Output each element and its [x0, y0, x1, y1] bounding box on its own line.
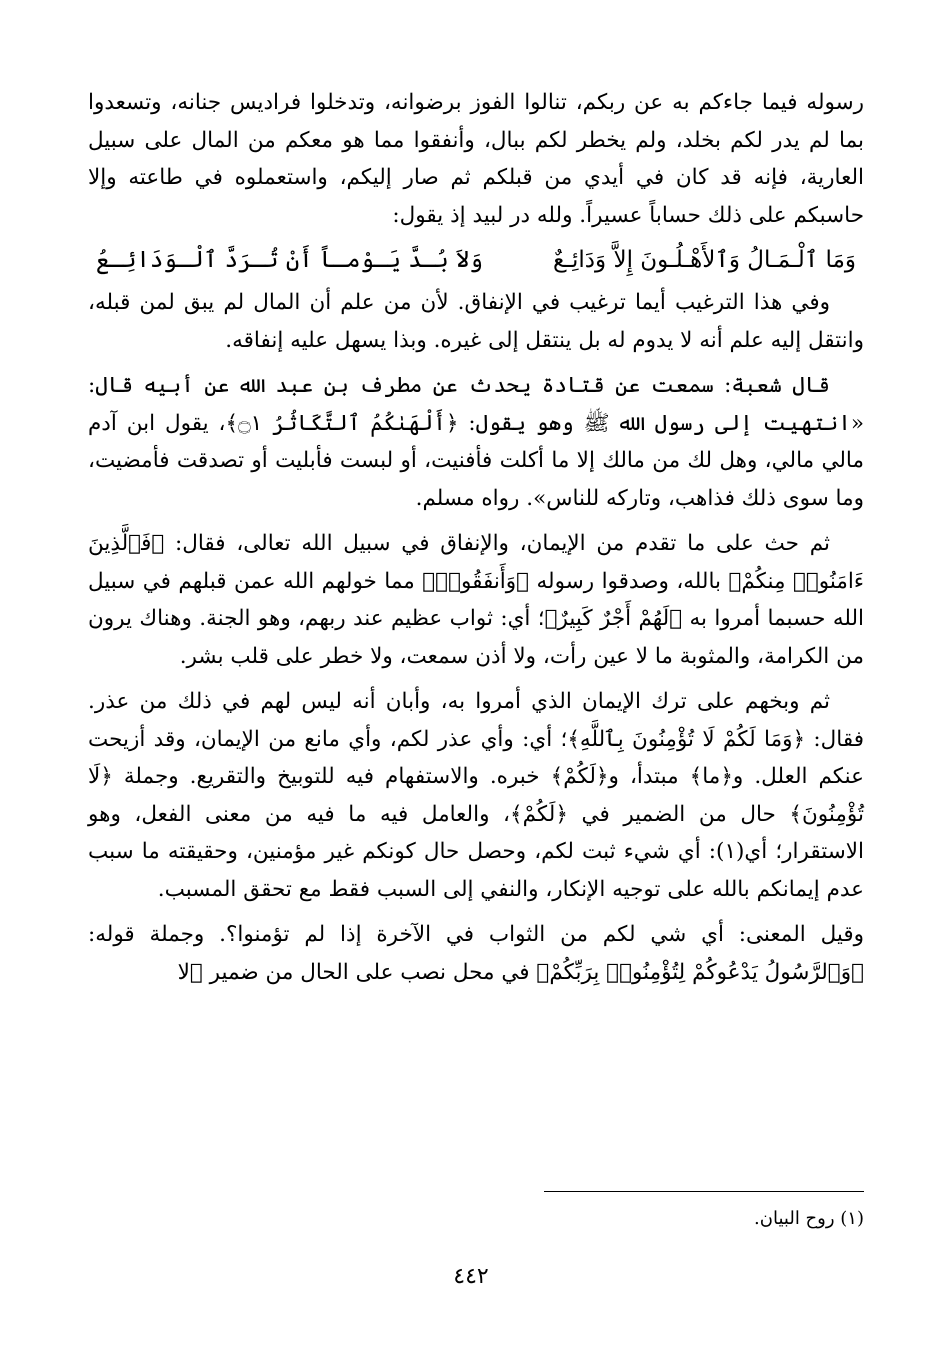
- verse-second-hemistich: وَلاَ بُـدَّ يَـوْمـاً أَنْ تُـرَدَّ ٱلْـوَدَائِـعُ: [96, 247, 483, 273]
- page-number: ٤٤٢: [453, 1264, 489, 1289]
- paragraph-3: قال شعبة: سمعت عن قتادة يحدث عن مطرف بن عبد الله عن أبيه قال: «انتهيت إلى رسول الله ﷺ وهو يقول: ﴿أَلْهَىٰكُمُ ٱلتَّكَاثُرُ ۝١﴾، يقول ابن آدم مالي مالي، وهل لك من مالك إلا ما أكلت فأفنيت، أو لبست فأبليت أو تصدقت فأمضيت، وما سوى ذلك فذاهب، وتاركه للناس». رواه مسلم.: [88, 373, 864, 511]
- footnote-divider: [544, 1191, 864, 1192]
- paragraph-5: ثم وبخهم على ترك الإيمان الذي أمروا به، وأبان أنه ليس لهم في ذلك من عذر. فقال: ﴿وَمَا لَكُمْ لَا تُؤْمِنُونَ بِٱللَّهِ﴾؛ أي: وأي عذر لكم، وأي مانع من الإيمان، وقد أزيحت عنكم العلل. و﴿ما﴾ مبتدأ، و﴿لَكُمْ﴾ خبره. والاستفهام فيه للتوبيخ والتقريع. وجملة ﴿لَا تُؤْمِنُونَ﴾ حال من الضمير في ﴿لَكُمْ﴾، والعامل فيه ما فيه من معنى الفعل، وهو الاستقرار؛ أي(١): أي شيء ثبت لكم، وحصل حال كونكم غير مؤمنين، وحقيقته ما سبب عدم إيمانكم بالله على توجيه الإنكار، والنفي إلى السبب فقط مع تحقق المسبب.: [88, 689, 864, 902]
- poetry-verse: [88, 236, 864, 284]
- footnote: (١) روح البيان.: [754, 1208, 864, 1229]
- paragraph-6: وقيل المعنى: أي شي لكم من الثواب في الآخرة إذا لم تؤمنوا؟. وجملة قوله: ﴿وَٱلرَّسُولُ يَدْعُوكُمْ لِتُؤْمِنُوا۟ بِرَبِّكُمْ﴾ في محل نصب على الحال من ضمير ﴿لا: [88, 922, 864, 985]
- verse-first-hemistich: وَمَا ٱلْـمَـالُ وَٱلأَهْـلُـونَ إِلاَّ وَدَائِـعٌ: [553, 247, 856, 273]
- page-body: [88, 84, 864, 991]
- paragraph-1: رسوله فيما جاءكم به عن ربكم، تنالوا الفوز برضوانه، وتدخلوا فراديس جنانه، وتسعدوا بما لم يدر لكم بخلد، ولم يخطر لكم ببال، وأنفقوا مما هو معكم من المال على سبيل العارية، فإنه قد كان في أيدي من قبلكم ثم صار إليكم، واستعملوه في طاعته وإلا حاسبكم على ذلك حساباً عسيراً. ولله در لبيد إذ يقول:: [88, 90, 864, 228]
- paragraph-4: ثم حث على ما تقدم من الإيمان، والإنفاق في سبيل الله تعالى، فقال: ﴿فَٱلَّذِينَ ءَامَنُوا۟ مِنكُمْ﴾ بالله، وصدقوا رسوله ﴿وَأَنفَقُوا۟﴾ مما خولهم الله عمن قبلهم في سبيل الله حسبما أمروا به ﴿لَهُمْ أَجْرٌ كَبِيرٌ﴾؛ أي: ثواب عظيم عند ربهم، وهو الجنة. وهناك يرون من الكرامة، والمثوبة ما لا عين رأت، ولا أذن سمعت، ولا خطر على قلب بشر.: [88, 531, 864, 669]
- paragraph-2: وفي هذا الترغيب أيما ترغيب في الإنفاق. لأن من علم أن المال لم يبق لمن قبله، وانتقل إليه علم أنه لا يدوم له بل ينتقل إلى غيره. وبذا يسهل عليه إنفاقه.: [88, 290, 864, 353]
